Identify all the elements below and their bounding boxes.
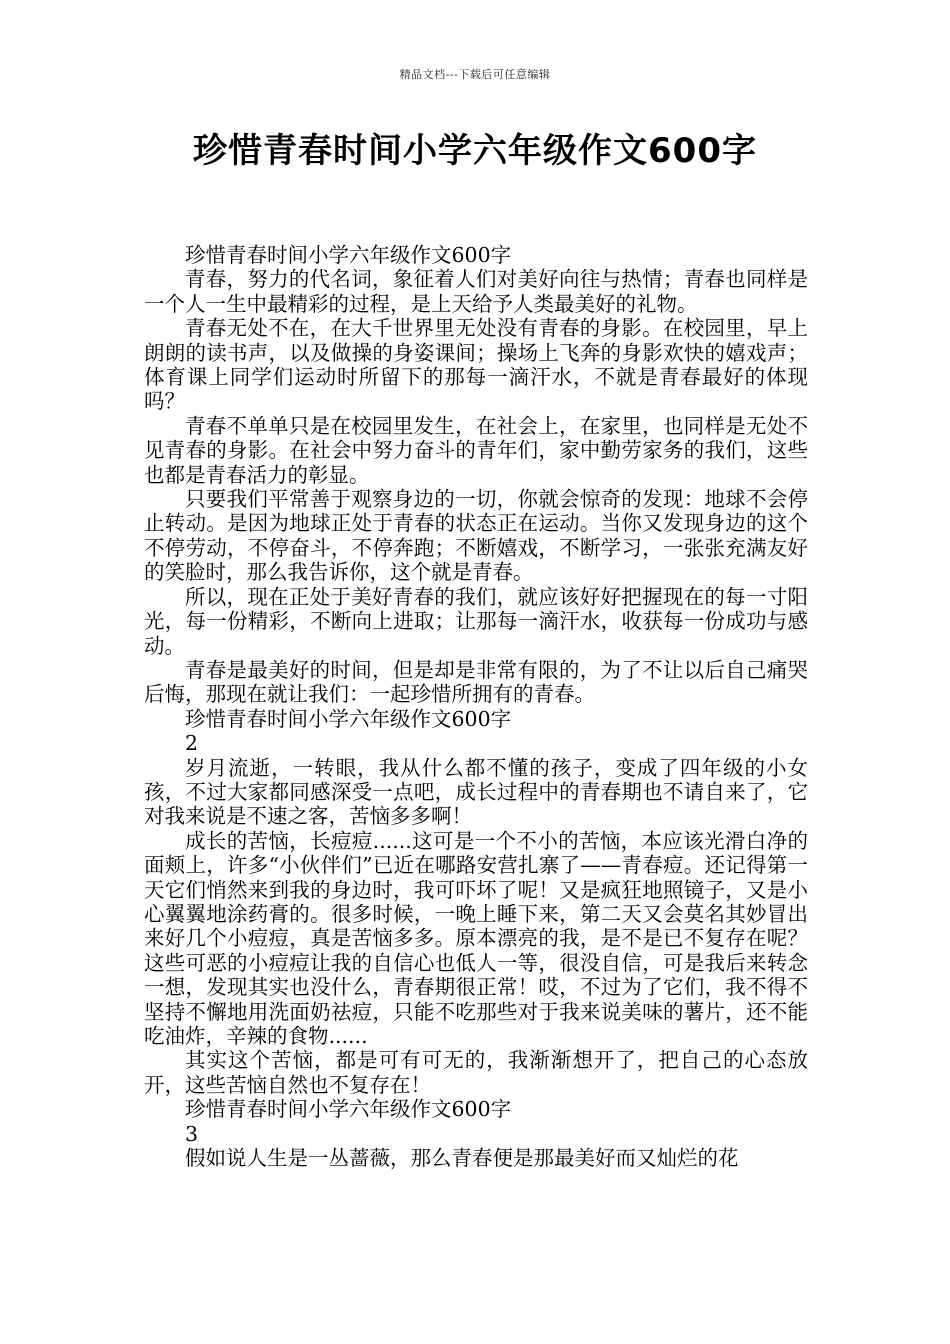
paragraph: 珍惜青春时间小学六年级作文600字 bbox=[185, 243, 512, 267]
section-heading: 珍惜青春时间小学六年级作文600字 bbox=[185, 1097, 512, 1122]
paragraph: 所以，现在正处于美好青春的我们，就应该好好把握现在的每一寸阳光，每一份精彩，不断向上进取；让那每一滴汗水，收获每一份成功与感动。 bbox=[144, 584, 808, 658]
section-number: 3 bbox=[185, 1121, 199, 1146]
paragraph: 岁月流逝，一转眼，我从什么都不懂的孩子，变成了四年级的小女孩，不过大家都同感深受一点吧，成长过程中的青春期也不请自来了，它对我来说是不速之客，苦恼多多啊！ bbox=[144, 755, 808, 829]
page-header-note: 精品文档---下载后可任意编辑 bbox=[399, 68, 551, 81]
section-heading: 珍惜青春时间小学六年级作文600字 bbox=[185, 706, 512, 731]
paragraph: 青春，努力的代名词，象征着人们对美好向往与热情；青春也同样是一个人一生中最精彩的过程，是上天给予人类最美好的礼物。 bbox=[144, 267, 808, 316]
paragraph: 青春是最美好的时间，但是却是非常有限的，为了不让以后自己痛哭后悔，那现在就让我们：一起珍惜所拥有的青春。 bbox=[144, 657, 808, 707]
paragraph: 只要我们平常善于观察身边的一切，你就会惊奇的发现：地球不会停止转动。是因为地球正处于青春的状态正在运动。当你又发现身边的这个不停劳动，不停奋斗，不停奔跑；不断嬉戏，不断学习，一张张充满友好的笑脸时，那么我告诉你，这个就是青春。 bbox=[144, 487, 808, 585]
paragraph: 青春不单单只是在校园里发生，在社会上，在家里，也同样是无处不见青春的身影。在社会中努力奋斗的青年们，家中勤劳家务的我们，这些也都是青春活力的彰显。 bbox=[144, 413, 808, 487]
section-number: 2 bbox=[185, 731, 199, 756]
document-body bbox=[144, 243, 808, 1170]
paragraph: 成长的苦恼，长痘痘......这可是一个不小的苦恼，本应该光滑白净的面颊上，许多“小伙伴们”已近在哪路安营扎寨了——青春痘。还记得第一天它们悄然来到我的身边时，我可吓坏了呢！又是疯狂地照镜子，又是小心翼翼地涂药膏的。很多时候，一晚上睡下来，第二天又会莫名其妙冒出来好几个小痘痘，真是苦恼多多。原本漂亮的我，是不是已不复存在呢？这些可恶的小痘痘让我的自信心也低人一等，很没自信，可是我后来转念一想，发现其实也没什么，青春期很正常！哎，不过为了它们，我不得不坚持不懈地用洗面奶祛痘，只能不吃那些对于我来说美味的薯片，还不能吃油炸，辛辣的食物...... bbox=[144, 828, 808, 1048]
paragraph: 其实这个苦恼，都是可有可无的，我渐渐想开了，把自己的心态放开，这些苦恼自然也不复存在！ bbox=[144, 1048, 808, 1097]
document-title: 珍惜青春时间小学六年级作文600字 bbox=[193, 131, 757, 171]
paragraph: 青春无处不在，在大千世界里无处没有青春的身影。在校园里，早上朗朗的读书声，以及做操的身姿课间；操场上飞奔的身影欢快的嬉戏声；体育课上同学们运动时所留下的那每一滴汗水，不就是青春最好的体现吗？ bbox=[144, 316, 808, 414]
paragraph: 假如说人生是一丛蔷薇，那么青春便是那最美好而又灿烂的花 bbox=[185, 1146, 739, 1171]
